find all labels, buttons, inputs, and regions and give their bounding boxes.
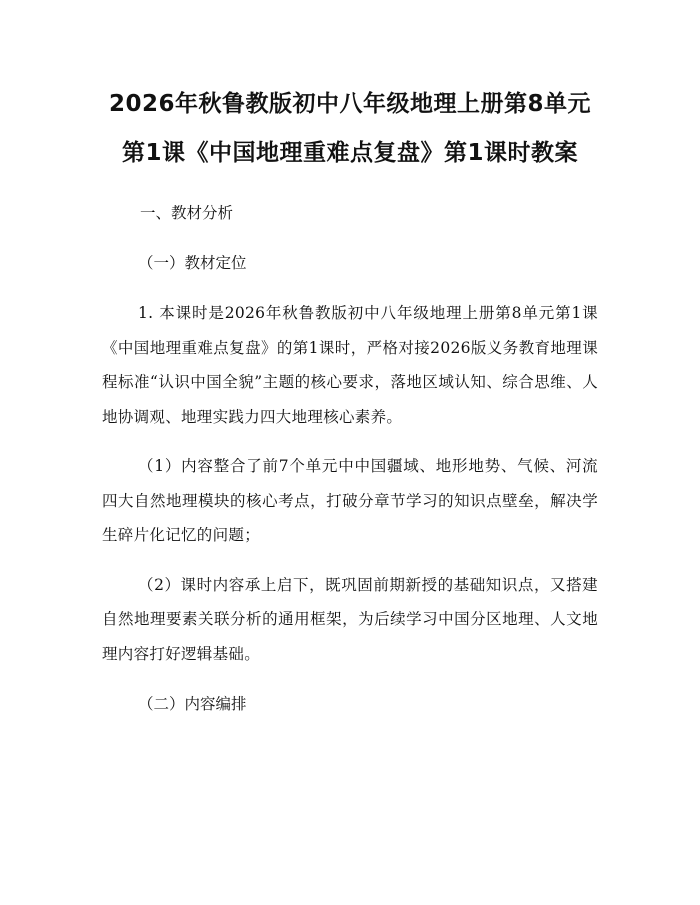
section-heading-textbook-analysis: 一、教材分析 [140,204,234,222]
paragraph-course-overview: 1. 本课时是2026年秋鲁教版初中八年级地理上册第8单元第1课《中国地理重难点复盘》的第1课时，严格对接2026版义务教育地理课程标准“认识中国全貌”主题的核心要求，落地区域认知、综合思维、人地协调观、地理实践力四大地理核心素养。 [102,304,598,426]
document-title: 2026年秋鲁教版初中八年级地理上册第8单元第1课《中国地理重难点复盘》第1课时教案 [108,91,592,166]
paragraph-bridging-role: （2）课时内容承上启下，既巩固前期新授的基础知识点，又搭建自然地理要素关联分析的通用框架，为后续学习中国分区地理、人文地理内容打好逻辑基础。 [102,575,598,663]
paragraph-content-integration: （1）内容整合了前7个单元中中国疆域、地形地势、气候、河流四大自然地理模块的核心考点，打破分章节学习的知识点壁垒，解决学生碎片化记忆的问题； [102,457,598,544]
subsection-heading-content-arrangement: （二）内容编排 [138,695,247,713]
subsection-heading-positioning: （一）教材定位 [138,254,247,272]
